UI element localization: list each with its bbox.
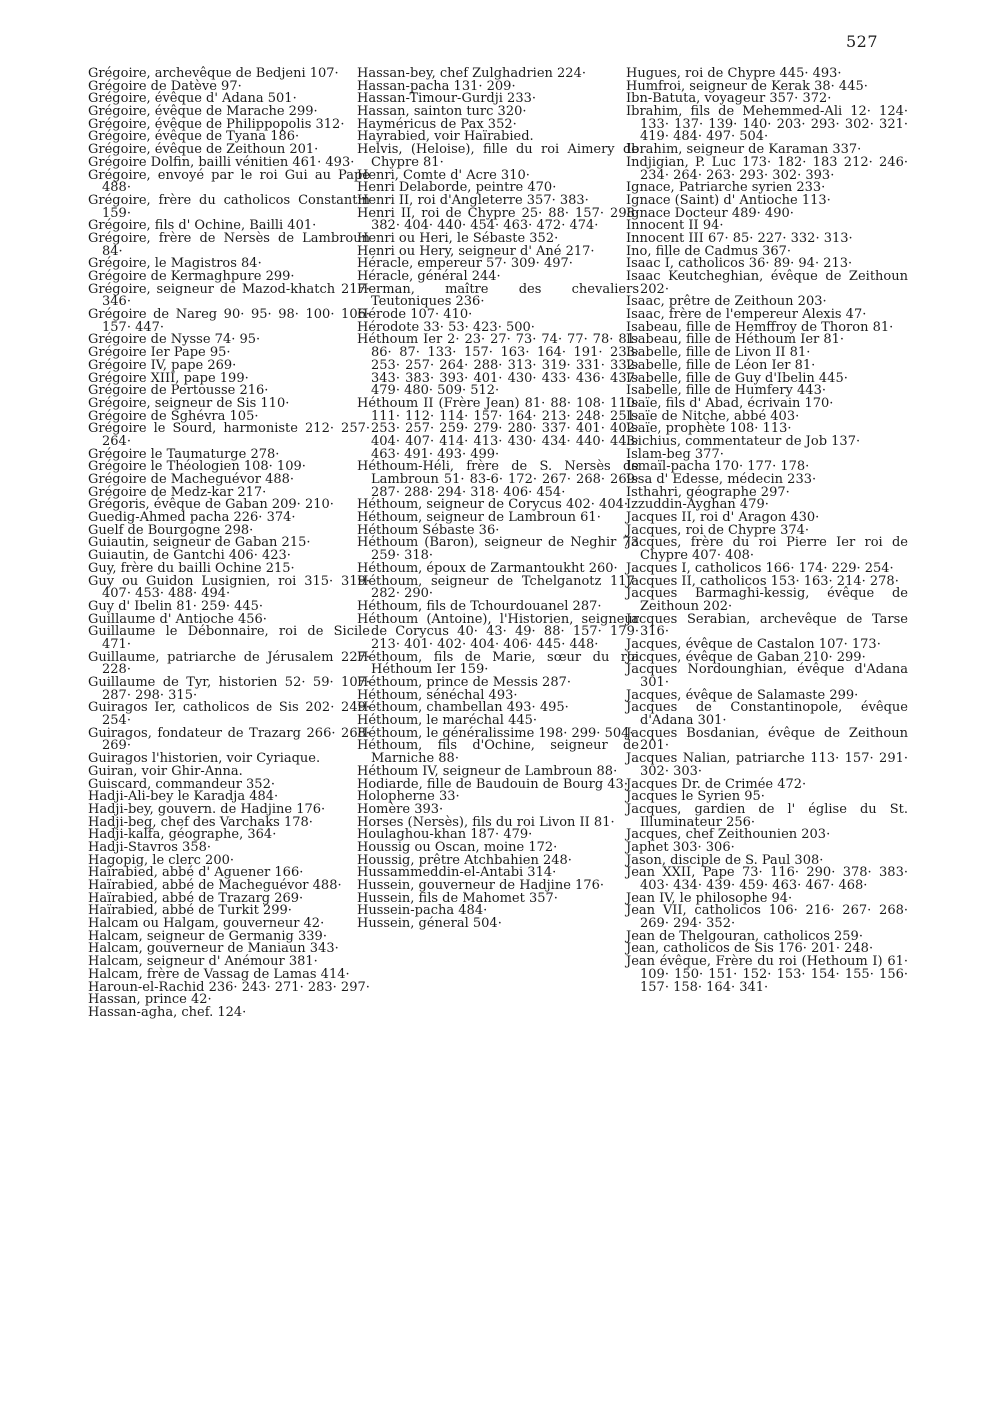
index-entry: Grégoire, fils d' Ochine, Bailli 401· xyxy=(88,218,317,234)
index-entry: Jean VII, catholicos 106· 216· 267· 268· 269· 294· 352· xyxy=(626,903,908,932)
index-entry: Hussein-pacha 484· xyxy=(357,903,488,919)
index-entry: Guelf de Bourgogne 298· xyxy=(88,522,254,538)
index-entry: Hassan-bey, chef Zulghadrien 224· xyxy=(357,66,586,81)
index-entry: Jacques, frère du roi Pierre Ier roi de Chypre 407· 408· xyxy=(626,535,908,564)
index-entry: Hadji-beg, chef des Varchaks 178· xyxy=(88,814,313,830)
index-entry: Héthoum, seigneur de Corycus 402· 404· xyxy=(357,497,629,513)
index-entry: Héthoum (Baron), seigneur de Neghir 73 259· 318· xyxy=(357,535,639,564)
index-entry: Grégoire le Taumaturge 278· xyxy=(88,446,280,462)
index-entry: Humfroi, seigneur de Kerak 38· 445· xyxy=(626,78,868,94)
index-entry: Hassan-Timour-Gurdji 233· xyxy=(357,91,537,107)
index-entry: Hussein, fils de Mahomet 357· xyxy=(357,890,558,906)
index-entry: Henri, Comte d' Acre 310· xyxy=(357,167,530,183)
index-entry: Grégoris, évêque de Gaban 209· 210· xyxy=(88,497,334,513)
index-entry: Guillaume de Tyr, historien 52· 59· 107· 287· 298· 315· xyxy=(88,675,370,703)
index-entry: Grégoire, le Magistros 84· xyxy=(88,256,262,272)
index-entry: Héthoum, seigneur de Tchelganotz 117· 282· 290· xyxy=(357,573,639,602)
index-entry: Guiran, voir Ghir-Anna. xyxy=(88,763,243,779)
index-entry: Hagopig, le clerc 200· xyxy=(88,852,234,868)
index-entry: Grégoire IV, pape 269· xyxy=(88,357,237,373)
index-entry: Grégoire de Datève 97· xyxy=(88,78,242,94)
index-entry: Hadji-Stavros 358· xyxy=(88,839,212,855)
index-entry: Grégoire, seigneur de Sis 110· xyxy=(88,395,290,411)
index-entry: Guy ou Guidon Lusignien, roi 315· 319· 407· 453· 488· 494· xyxy=(88,573,370,602)
index-entry: Héthoum-Héli, frère de S. Nersès de Lambroun 51· 83-6· 172· 267· 268· 269· 287· 288· 294· 318· 406· 454· xyxy=(357,459,639,500)
index-entry: Jacques, roi de Chypre 374· xyxy=(626,522,810,538)
index-entry: Jacques le Syrien 95· xyxy=(626,789,765,805)
index-entry: Ignace Docteur 489· 490· xyxy=(626,205,794,221)
index-entry: Guy d' Ibelin 81· 259· 445· xyxy=(88,598,264,614)
index-entry: Grégoire XIII, pape 199· xyxy=(88,370,249,386)
index-entry: Grégoire de Pertousse 216· xyxy=(88,383,269,399)
index-entry: Haroun-el-Rachid 236· 243· 271· 283· 297· xyxy=(88,979,370,995)
index-entry: Guedig-Ahmed pacha 226· 374· xyxy=(88,510,296,526)
index-entry: Jacques I, catholicos 166· 174· 229· 254· xyxy=(626,560,894,576)
index-entry: Grégoire, évêque de Marache 299· xyxy=(88,104,318,120)
index-entry: Halcam, frère de Vassag de Lamas 414· xyxy=(88,966,350,982)
index-entry: Héracle, général 244· xyxy=(357,269,501,284)
index-entry: Houssig, prêtre Atchbahien 248· xyxy=(357,852,572,868)
index-entry: Haïrabied, abbé d' Aguener 166· xyxy=(88,865,304,881)
index-entry: Grégoire le Théologien 108· 109· xyxy=(88,459,306,475)
index-entry: Héthoum Sébaste 36· xyxy=(357,522,500,538)
index-entry: Houssig ou Oscan, moine 172· xyxy=(357,839,558,855)
index-entry: Hassan, sainton turc 320· xyxy=(357,104,527,120)
index-entry: Jacques, chef Zeithounien 203· xyxy=(626,827,831,843)
index-entry: Ignace (Saint) d' Antioche 113· xyxy=(626,192,831,208)
index-entry: Isabelle, fille de Livon II 81· xyxy=(626,345,811,361)
page-number: 527 xyxy=(846,32,879,51)
index-entry: Hodiarde, fille de Baudouin de Bourg 43· xyxy=(357,776,628,792)
index-entry: Islam-beg 377· xyxy=(626,446,724,462)
index-entry: Halcam ou Halgam, gouverneur 42· xyxy=(88,916,325,932)
index-entry: Isaïe de Nitche, abbé 403· xyxy=(626,408,800,424)
index-entry: Homère 393· xyxy=(357,801,444,817)
index-entry: Indjigian, P. Luc 173· 182· 183 212· 246· 234· 264· 263· 293· 302· 393· xyxy=(626,154,908,183)
index-entry: Hassan-pacha 131· 209· xyxy=(357,78,516,94)
index-entry: Hussein, gouverneur de Hadjine 176· xyxy=(357,878,604,893)
index-entry: Héthoum, époux de Zarmantoukht 260· xyxy=(357,560,618,576)
index-entry: Isabelle, fille de Humfery 443· xyxy=(626,383,826,399)
index-entry: Héthoum, fils de Marie, sœur du roi Héthoum Ier 159· xyxy=(357,649,639,678)
index-entry: Haïrabied, abbé de Macheguévor 488· xyxy=(88,878,342,893)
index-entry: Isabeau, fille de Héthoum Ier 81· xyxy=(626,332,845,348)
index-entry: Guillaume, patriarche de Jérusalem 227· 228· xyxy=(88,649,370,678)
index-entry: Héthoum IV, seigneur de Lambroun 88· xyxy=(357,763,618,779)
index-entry: Guy, frère du bailli Ochine 215· xyxy=(88,560,295,576)
index-entry: Hayméricus de Pax 352· xyxy=(357,116,517,132)
index-entry: Guillaume le Débonnaire, roi de Sicile 471· xyxy=(88,624,370,652)
index-entry: Jean XXII, Pape 73· 116· 290· 378· 383· 403· 434· 439· 459· 463· 467· 468· xyxy=(626,865,908,893)
index-entry: Hayrabied, voir Haïrabied. xyxy=(357,129,534,145)
index-entry: Grégoire de Nareg 90· 95· 98· 100· 106· 157· 447· xyxy=(88,307,370,335)
index-entry: Héthoum, le généralissime 198· 299· 504· xyxy=(357,725,634,741)
index-entry: Hassan-agha, chef. 124· xyxy=(88,1004,247,1020)
index-entry: Isaac, frère de l'empereur Alexis 47· xyxy=(626,307,867,323)
index-entry: Guiragos, fondateur de Trazarg 266· 268· 269· xyxy=(88,725,370,754)
index-entry: Ino, fille de Cadmus 367· xyxy=(626,243,792,259)
index-entry: Henri ou Hery, seigneur d' Ané 217· xyxy=(357,243,595,259)
index-entry: Héthoum, chambellan 493· 495· xyxy=(357,700,569,716)
index-entry: Jacques Dr. de Crimée 472· xyxy=(626,776,807,792)
index-entry: Herman, maître des chevaliers Teutoniques 236· xyxy=(357,281,639,310)
index-entry: Jean de Thelgouran, catholicos 259· xyxy=(626,928,863,944)
index-entry: Houlaghou-khan 187· 479· xyxy=(357,827,533,843)
index-entry: Henri II, roi d'Angleterre 357· 383· xyxy=(357,192,589,208)
index-entry: Jacques, évêque de Gaban 210· 299· xyxy=(626,649,866,665)
index-entry: Héthoum (Antoine), l'Historien, seigneur de Corycus 40· 43· 49· 88· 157· 179· 213· 401· 402· 404· 406· 445· 448· xyxy=(357,611,639,652)
index-entry: Grégoire de Medz-kar 217· xyxy=(88,484,267,500)
index-entry: Jacques II, roi d' Aragon 430· xyxy=(626,510,820,526)
index-entry: Halcam, gouverneur de Maniaun 343· xyxy=(88,941,339,957)
index-entry: Jacques II, catholicos 153· 163· 214· 278· xyxy=(626,573,899,589)
index-entry: Horses (Nersès), fils du roi Livon II 81· xyxy=(357,814,615,830)
index-entry: Guiragos l'historien, voir Cyriaque. xyxy=(88,751,321,767)
index-entry: Jacques, évêque de Castalon 107· 173· xyxy=(626,636,881,652)
index-entry: Grégoire, frère de Nersès de Lambroun 84· xyxy=(88,230,370,259)
index-entry: Guiscard, commandeur 352· xyxy=(88,776,275,792)
index-entry: Innocent III 67· 85· 227· 332· 313· xyxy=(626,230,853,246)
index-entry: Helvis, (Heloise), fille du roi Aimery de Chypre 81· xyxy=(357,142,639,170)
index-entry: Grégoire, évêque de Tyana 186· xyxy=(88,129,300,145)
index-entry: Halcam, seigneur d' Anémour 381· xyxy=(88,954,318,970)
index-entry: Grégoire, seigneur de Mazod-khatch 217· 346· xyxy=(88,281,370,310)
index-entry: Hussein, géneral 504· xyxy=(357,916,502,932)
index-entry: Héthoum, seigneur de Lambroun 61· xyxy=(357,510,601,526)
index-entry: Jacques de Constantinopole, évêque d'Adana 301· xyxy=(626,700,908,729)
index-entry: Grégoire de Nysse 74· 95· xyxy=(88,332,261,348)
index-entry: Ignace, Patriarche syrien 233· xyxy=(626,180,826,196)
index-entry: Héthoum, le maréchal 445· xyxy=(357,713,538,729)
index-entry: Japhet 303· 306· xyxy=(626,839,735,855)
index-entry: Hassan, prince 42· xyxy=(88,992,212,1008)
index-entry: Haïrabied, abbé de Turkit 299· xyxy=(88,903,292,919)
index-entry: Grégoire, évêque d' Adana 501· xyxy=(88,91,297,107)
index-entry: Haïrabied, abbé de Trazarg 269· xyxy=(88,890,304,906)
index-entry: Henri II, roi de Chypre 25· 88· 157· 298· 382· 404· 440· 454· 463· 472· 474· xyxy=(357,205,639,234)
index-entry: Henri Delaborde, peintre 470· xyxy=(357,180,557,196)
index-entry: Innocent II 94· xyxy=(626,218,724,234)
index-entry: Jacques Serabian, archevêque de Tarse 316· xyxy=(626,611,908,640)
index-entry: Holopherne 33· xyxy=(357,789,460,805)
index-entry: Isabeau, fille de Hemffroy de Thoron 81· xyxy=(626,319,894,335)
index-entry: Jacques Bosdanian, évêque de Zeithoun 201· xyxy=(626,725,908,754)
index-entry: Héthoum, fils d'Ochine, seigneur de Marniche 88· xyxy=(357,738,639,767)
index-entry: Héthoum Ier 2· 23· 27· 73· 74· 77· 78· 81· 86· 87· 133· 157· 163· 164· 191· 233· 253· 257· 264· 288· 313· 319· 331· 332· 343· 383· 393· 401· 430· 433· 436· 437· 479· 480· 509· 512· xyxy=(357,332,639,399)
index-entry: Grégoire, évêque de Zeithoun 201· xyxy=(88,142,319,158)
index-entry: Jean IV, le philosophe 94· xyxy=(626,890,793,906)
index-entry: Hadji-kalfa, géographe, 364· xyxy=(88,827,277,843)
index-entry: Isaac, prêtre de Zeithoun 203· xyxy=(626,294,827,310)
index-entry: Ismaïl-pacha 170· 177· 178· xyxy=(626,459,810,475)
index-entry: Hadji-Ali-bey le Karadja 484· xyxy=(88,789,279,805)
index-entry: Grégoire, envoyé par le roi Gui au Pape 488· xyxy=(88,167,370,196)
index-entry: Grégoire de Kermaghpure 299· xyxy=(88,269,295,284)
index-entry: Ibrahim, fils de Mehemmed-Ali 12· 124· 133· 137· 139· 140· 203· 293· 302· 321· 419· 484· 497· 504· xyxy=(626,104,908,145)
index-entry: Jacques Barmaghi-kessig, évêque de Zeithoun 202· xyxy=(626,586,908,614)
index-entry: Ibrahim, seigneur de Karaman 337· xyxy=(626,142,862,158)
index-entry: Isabelle, fille de Guy d'Ibelin 445· xyxy=(626,370,848,386)
index-entry: Ibn-Batuta, voyageur 357· 372· xyxy=(626,91,832,107)
index-entry: Hadji-bey, gouvern. de Hadjine 176· xyxy=(88,801,326,817)
index-entry: Grégoire Dolfin, bailli vénitien 461· 493· xyxy=(88,154,355,170)
index-entry: Jean évêque, Frère du roi (Hethoum I) 61· 109· 150· 151· 152· 153· 154· 155· 156· 157· 158· 164· 341· xyxy=(626,954,908,995)
index-entry: Grégoire Ier Pape 95· xyxy=(88,345,231,361)
index-entry: Guiautin, de Gantchi 406· 423· xyxy=(88,548,291,564)
index-entry: Guiragos Ier, catholicos de Sis 202· 249· 254· xyxy=(88,700,370,729)
index-entry: Grégoire de Sghévra 105· xyxy=(88,408,259,424)
index-entry: Jason, disciple de S. Paul 308· xyxy=(626,852,824,868)
index-entry: Guillaume d' Antioche 456· xyxy=(88,611,267,627)
index-entry: Halcam, seigneur de Germanig 339· xyxy=(88,928,327,944)
index-entry: Héthoum II (Frère Jean) 81· 88· 108· 110· 111· 112· 114· 157· 164· 213· 248· 251· 253· 257· 259· 279· 280· 337· 401· 402· 404· 407· 414· 413· 430· 434· 440· 443· 463· 491· 493· 499· xyxy=(357,395,639,462)
index-entry: Grégoire, évêque de Philippopolis 312· xyxy=(88,116,345,132)
index-entry: Isaïe, prophète 108· 113· xyxy=(626,421,792,437)
index-entry: Héthoum, prince de Messis 287· xyxy=(357,675,571,690)
index-entry: Henri ou Heri, le Sébaste 352· xyxy=(357,230,559,246)
index-entry: Grégoire, archevêque de Bedjeni 107· xyxy=(88,66,339,81)
index-entry: Issa d' Edesse, médecin 233· xyxy=(626,472,817,487)
index-entry: Jacques, gardien de l' église du St. Illuminateur 256· xyxy=(626,801,908,830)
index-entry: Isichius, commentateur de Job 137· xyxy=(626,433,861,449)
index-entry: Héthoum, fils de Tchourdouanel 287· xyxy=(357,598,602,614)
index-entry: Hérodote 33· 53· 423· 500· xyxy=(357,319,535,335)
index-entry: Jacques Nordounghian, évêque d'Adana 301· xyxy=(626,662,908,690)
index-entry: Grégoire, frère du catholicos Constantin 159· xyxy=(88,192,370,221)
index-entry: Héracle, empereur 57· 309· 497· xyxy=(357,256,573,272)
index-entry: Isthahri, géographe 297· xyxy=(626,484,790,500)
index-entry: Jean, catholicos de Sis 176· 201· 248· xyxy=(626,941,874,957)
index-column-3 xyxy=(626,68,908,994)
index-column-1 xyxy=(88,68,370,1020)
index-entry: Héthoum, sénéchal 493· xyxy=(357,687,518,703)
index-entry: Isaïe, fils d' Abad, écrivain 170· xyxy=(626,395,834,411)
index-entry: Izzuddin-Ayghan 479· xyxy=(626,497,769,513)
index-entry: Jacques Nalian, patriarche 113· 157· 291· 302· 303· xyxy=(626,751,908,779)
index-entry: Hugues, roi de Chypre 445· 493· xyxy=(626,66,842,81)
index-entry: Hussammeddin-el-Antabi 314· xyxy=(357,865,557,881)
index-entry: Grégoire le Sourd, harmoniste 212· 257· 264· xyxy=(88,421,370,449)
index-entry: Guiautin, seigneur de Gaban 215· xyxy=(88,535,311,551)
index-entry: Grégoire de Macheguévor 488· xyxy=(88,472,295,487)
index-entry: Hérode 107· 410· xyxy=(357,307,473,323)
index-entry: Isaac Keutcheghian, évêque de Zeithoun 202· xyxy=(626,269,908,297)
index-entry: Isabelle, fille de Léon Ier 81· xyxy=(626,357,816,373)
index-entry: Jacques, évêque de Salamaste 299· xyxy=(626,687,859,703)
index-entry: Isaac I, catholicos 36· 89· 94· 213· xyxy=(626,256,853,272)
index-column-2 xyxy=(357,68,639,931)
